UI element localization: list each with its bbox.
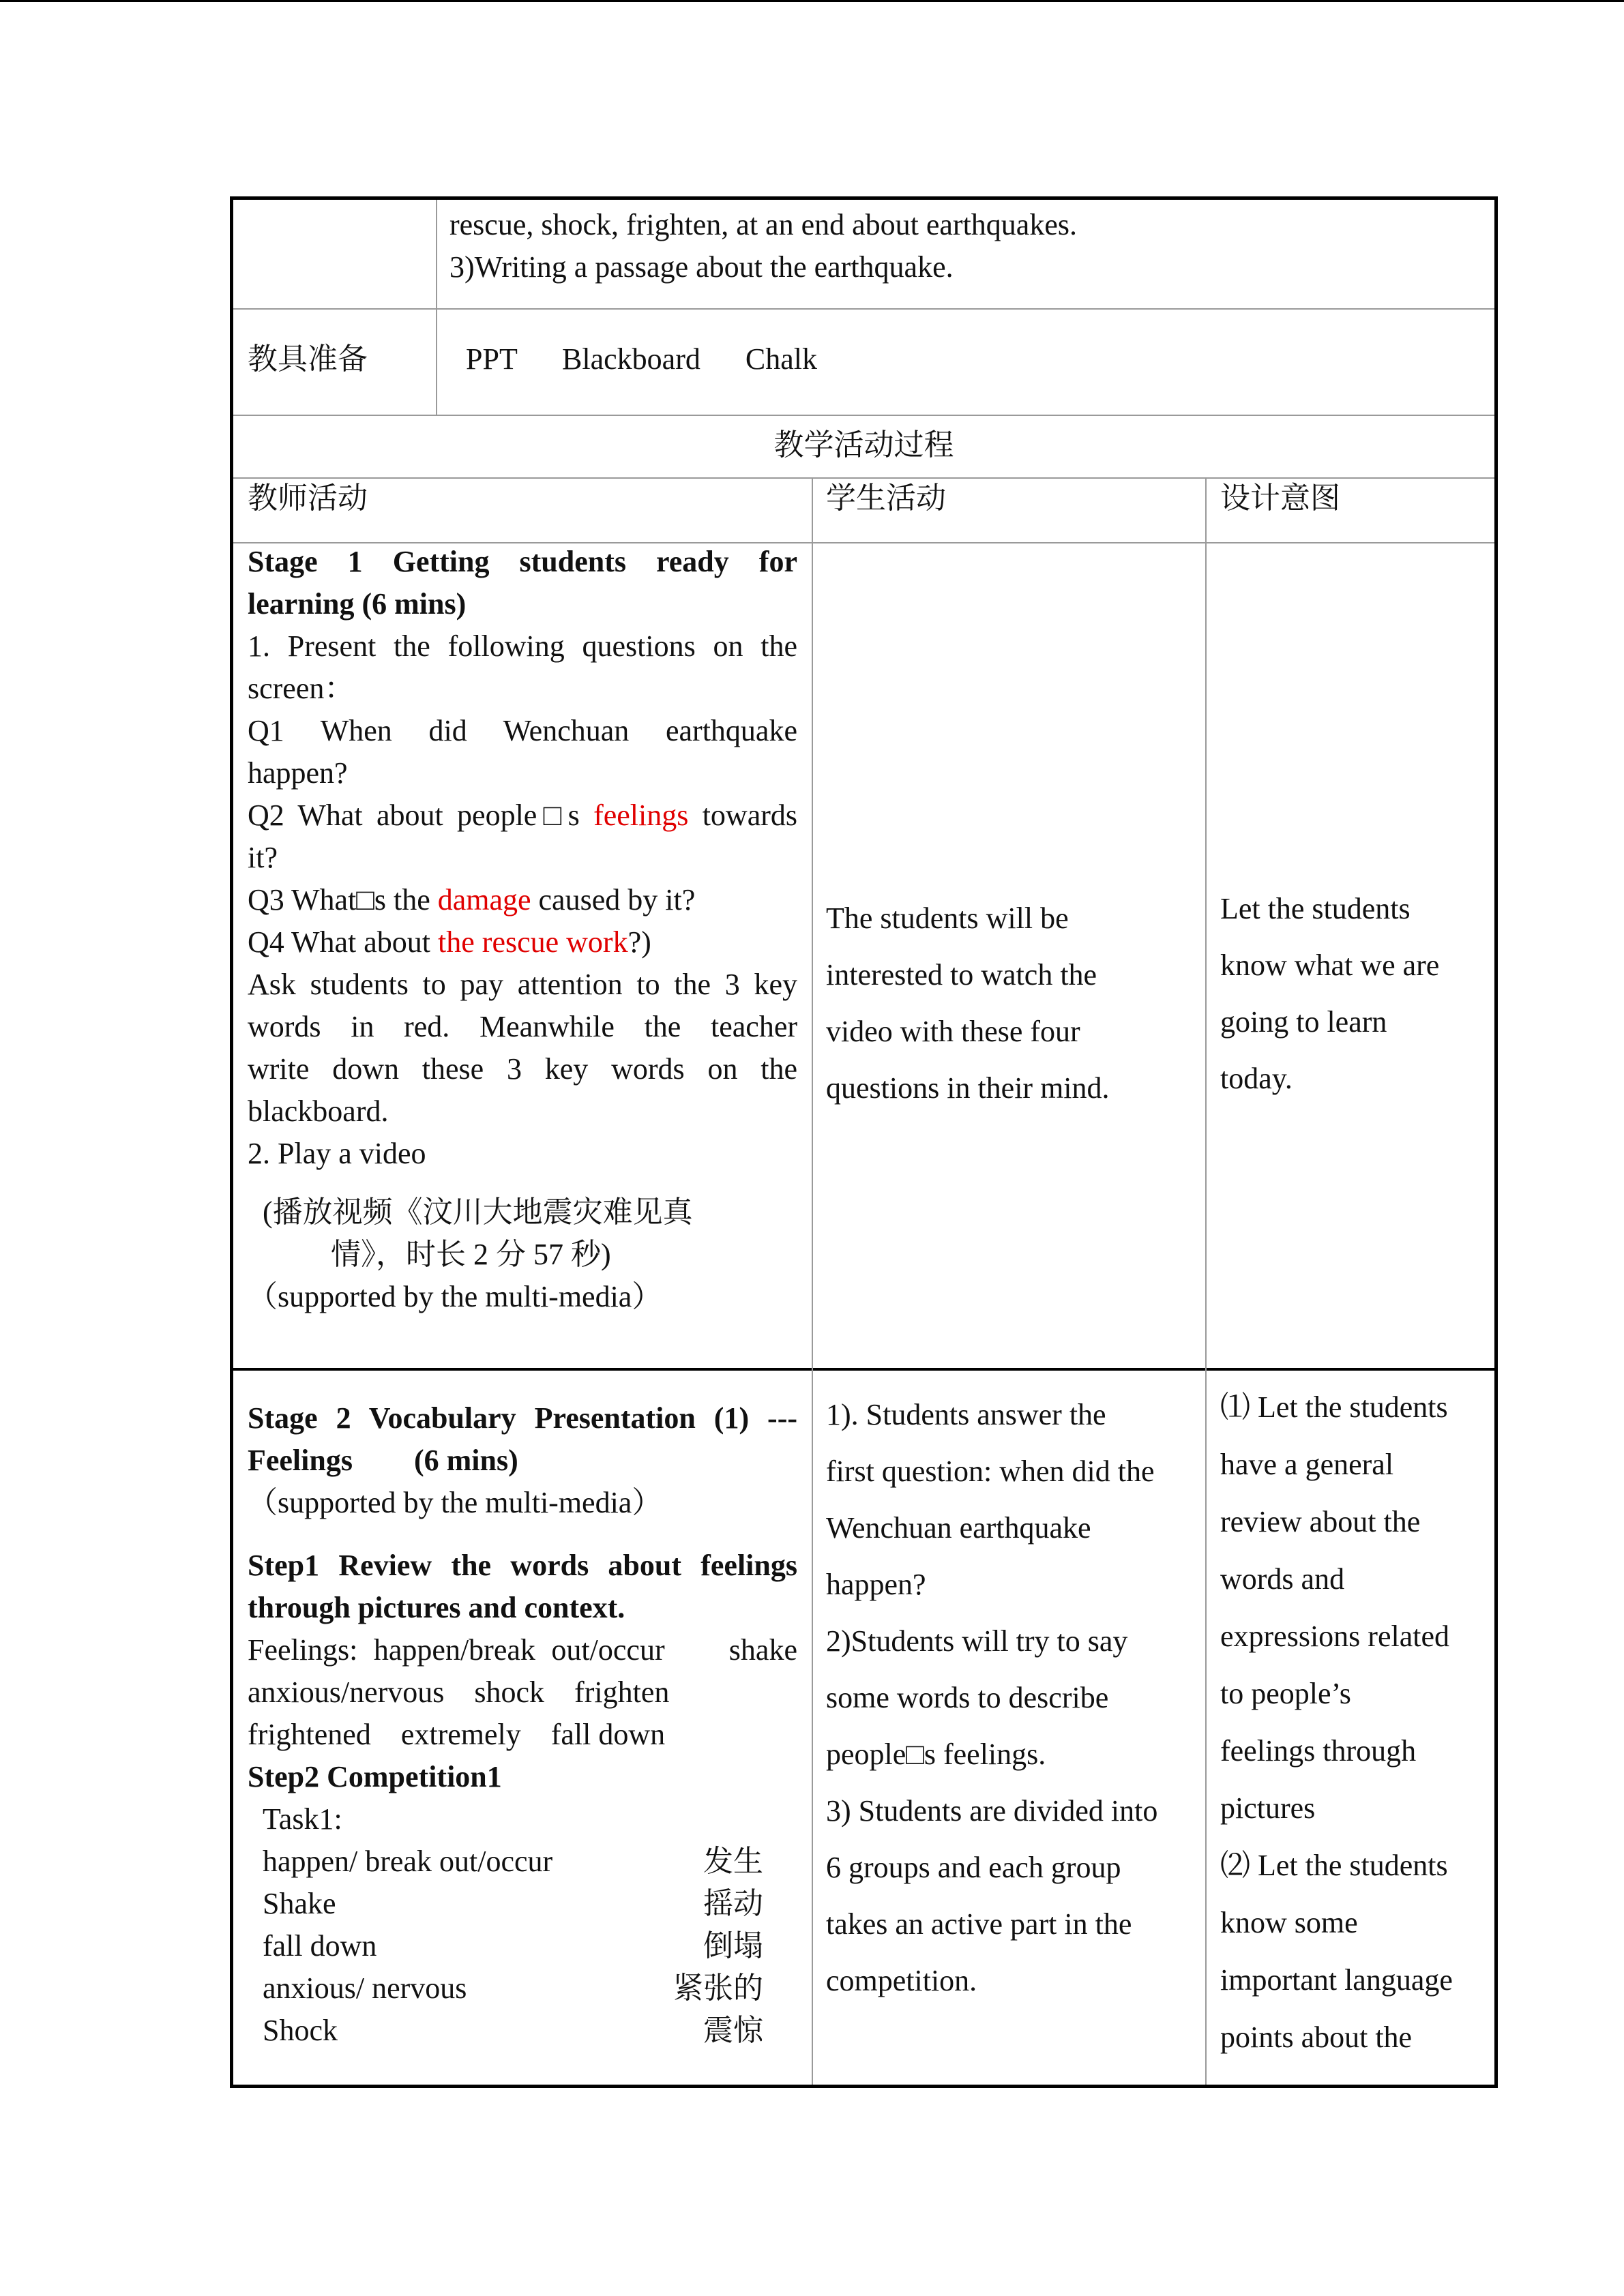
step1-line-2: through pictures and context. bbox=[248, 1591, 625, 1624]
stage2-intent-line: words and bbox=[1220, 1562, 1345, 1596]
material-chalk: Chalk bbox=[745, 342, 817, 376]
stage2-title-line-1: Stage 2 Vocabulary Presentation (1) --- bbox=[248, 1401, 797, 1435]
question-4: Q4 What about the rescue work?) bbox=[248, 925, 651, 959]
objectives-line-1: rescue, shock, frighten, at an end about earthquakes. bbox=[449, 208, 1077, 241]
stage1-intent-line-2: know what we are bbox=[1220, 949, 1440, 982]
stage2-intent-line: feelings through bbox=[1220, 1734, 1417, 1768]
rule-after-materials bbox=[233, 415, 1494, 416]
stage2-student-line: Wenchuan earthquake bbox=[826, 1511, 1091, 1545]
stage2-intent-line: pictures bbox=[1220, 1791, 1316, 1825]
stage2-intent-line: ⑴ Let the students bbox=[1220, 1390, 1448, 1424]
video-note-line-2: 情》，时长 2 分 57 秒) bbox=[331, 1238, 611, 1271]
stage1-student-line-1: The students will be bbox=[826, 901, 1069, 935]
stage2-student-line: some words to describe bbox=[826, 1681, 1109, 1714]
step1-line-1: Step1 Review the words about feelings bbox=[248, 1549, 797, 1582]
stage2-intent-line: know some bbox=[1220, 1906, 1358, 1939]
process-title: 教学活动过程 bbox=[773, 428, 954, 462]
stage2-intent-cell bbox=[1220, 1379, 1490, 2066]
feelings-words-line-2: anxious/nervous shock frighten bbox=[248, 1675, 670, 1709]
stage1-title-line-1: Stage 1 Getting students ready for bbox=[248, 545, 797, 578]
stage1-item1-line-1: 1. Present the following questions on the bbox=[248, 629, 797, 663]
materials-items bbox=[466, 338, 943, 381]
vocab-english: Shock bbox=[263, 2014, 338, 2047]
vocab-list bbox=[248, 1840, 797, 2052]
stage1-student-cell bbox=[826, 890, 1194, 1116]
question-3: Q3 What□s the damage caused by it? bbox=[248, 883, 696, 916]
stage2-student-line: 6 groups and each group bbox=[826, 1851, 1121, 1884]
stage2-intent-line: review about the bbox=[1220, 1505, 1421, 1538]
objectives-cell bbox=[449, 204, 1473, 288]
stage2-intent-line: ⑵ Let the students bbox=[1220, 1849, 1448, 1882]
stage1-item1-line-2: screen： bbox=[248, 672, 355, 705]
student-column-divider bbox=[1205, 477, 1207, 2085]
stage2-support-note: （supported by the multi-media） bbox=[248, 1486, 662, 1519]
vocab-row bbox=[248, 1967, 797, 2010]
vocab-chinese: 紧张的 bbox=[673, 1971, 763, 2005]
vocab-chinese: 发生 bbox=[703, 1845, 763, 1878]
stage2-teacher-cell bbox=[248, 1397, 797, 2052]
stage1-student-line-2: interested to watch the bbox=[826, 958, 1097, 992]
label-column-divider bbox=[436, 200, 437, 416]
vocab-english: fall down bbox=[263, 1929, 377, 1963]
vocab-row bbox=[248, 1840, 797, 1883]
question-2-line-1: Q2 What about people□s feelings towards bbox=[248, 799, 798, 832]
stage2-student-line: people□s feelings. bbox=[826, 1738, 1046, 1771]
question-2-line-2: it? bbox=[248, 841, 278, 874]
rule-after-stage1 bbox=[233, 1368, 1494, 1371]
stage2-title-line-2: Feelings (6 mins) bbox=[248, 1444, 518, 1477]
ask-line-2: words in red. Meanwhile the teacher bbox=[248, 1010, 797, 1043]
vocab-english: Shake bbox=[263, 1887, 336, 1920]
step2-title: Step2 Competition1 bbox=[248, 1760, 502, 1793]
stage1-intent-line-1: Let the students bbox=[1220, 892, 1411, 925]
vocab-chinese: 震惊 bbox=[703, 2014, 763, 2047]
page-top-rule bbox=[0, 0, 1624, 2]
stage1-student-line-4: questions in their mind. bbox=[826, 1071, 1110, 1105]
vocab-chinese: 倒塌 bbox=[703, 1929, 763, 1963]
stage1-title-line-2: learning (6 mins) bbox=[248, 587, 467, 621]
vocab-english: anxious/ nervous bbox=[263, 1971, 467, 2005]
stage1-intent-line-3: going to learn bbox=[1220, 1005, 1387, 1039]
video-note-line-1: (播放视频《汶川大地震灾难见真 bbox=[263, 1195, 693, 1229]
stage2-intent-line: to people’s bbox=[1220, 1677, 1351, 1710]
key-word-rescue-work: the rescue work bbox=[438, 925, 628, 959]
stage1-teacher-cell bbox=[248, 541, 797, 1318]
objectives-line-2: 3)Writing a passage about the earthquake. bbox=[449, 250, 954, 284]
ask-line-4: blackboard. bbox=[248, 1094, 389, 1128]
lesson-plan-table bbox=[230, 196, 1498, 2088]
key-word-damage: damage bbox=[437, 883, 531, 916]
stage2-intent-line: points about the bbox=[1220, 2021, 1413, 2054]
task1-label: Task1: bbox=[263, 1802, 342, 1836]
stage1-item2: 2. Play a video bbox=[248, 1137, 426, 1170]
vocab-chinese: 摇动 bbox=[703, 1887, 763, 1920]
rule-after-objectives bbox=[233, 308, 1494, 310]
header-design-intent: 设计意图 bbox=[1220, 481, 1340, 515]
stage2-student-line: takes an active part in the bbox=[826, 1907, 1132, 1941]
header-student-activity: 学生活动 bbox=[826, 481, 946, 515]
stage2-student-cell bbox=[826, 1386, 1201, 2009]
header-teacher-activity: 教师活动 bbox=[248, 481, 368, 515]
materials-label: 教具准备 bbox=[248, 342, 368, 376]
vocab-row bbox=[248, 2010, 797, 2052]
stage2-student-line: 3) Students are divided into bbox=[826, 1794, 1158, 1828]
vocab-english: happen/ break out/occur bbox=[263, 1845, 553, 1878]
stage1-intent-cell bbox=[1220, 880, 1486, 1107]
stage2-intent-line: expressions related bbox=[1220, 1620, 1449, 1653]
stage2-student-line: first question: when did the bbox=[826, 1455, 1155, 1488]
ask-line-3: write down these 3 key words on the bbox=[248, 1052, 797, 1086]
stage2-intent-line: important language bbox=[1220, 1963, 1453, 1997]
vocab-row bbox=[248, 1883, 797, 1925]
material-ppt: PPT bbox=[466, 342, 518, 376]
stage2-student-line: 1). Students answer the bbox=[826, 1398, 1106, 1431]
stage2-student-line: happen? bbox=[826, 1568, 926, 1601]
vocab-row bbox=[248, 1925, 797, 1967]
question-1-line-1: Q1 When did Wenchuan earthquake bbox=[248, 714, 797, 747]
feelings-words-line-3: frightened extremely fall down bbox=[248, 1718, 666, 1751]
teacher-column-divider bbox=[812, 477, 813, 2085]
ask-line-1: Ask students to pay attention to the 3 key bbox=[248, 968, 797, 1001]
stage2-student-line: 2)Students will try to say bbox=[826, 1624, 1128, 1658]
feelings-words-line-1: Feelings: happen/break out/occur shake bbox=[248, 1633, 797, 1667]
stage1-support-note: （supported by the multi-media） bbox=[248, 1280, 662, 1313]
stage1-intent-line-4: today. bbox=[1220, 1062, 1293, 1095]
stage2-intent-line: have a general bbox=[1220, 1448, 1394, 1481]
stage2-student-line: competition. bbox=[826, 1964, 977, 1997]
question-1-line-2: happen? bbox=[248, 756, 348, 790]
stage1-student-line-3: video with these four bbox=[826, 1015, 1080, 1048]
key-word-feelings: feelings bbox=[593, 799, 689, 832]
material-blackboard: Blackboard bbox=[562, 342, 700, 376]
